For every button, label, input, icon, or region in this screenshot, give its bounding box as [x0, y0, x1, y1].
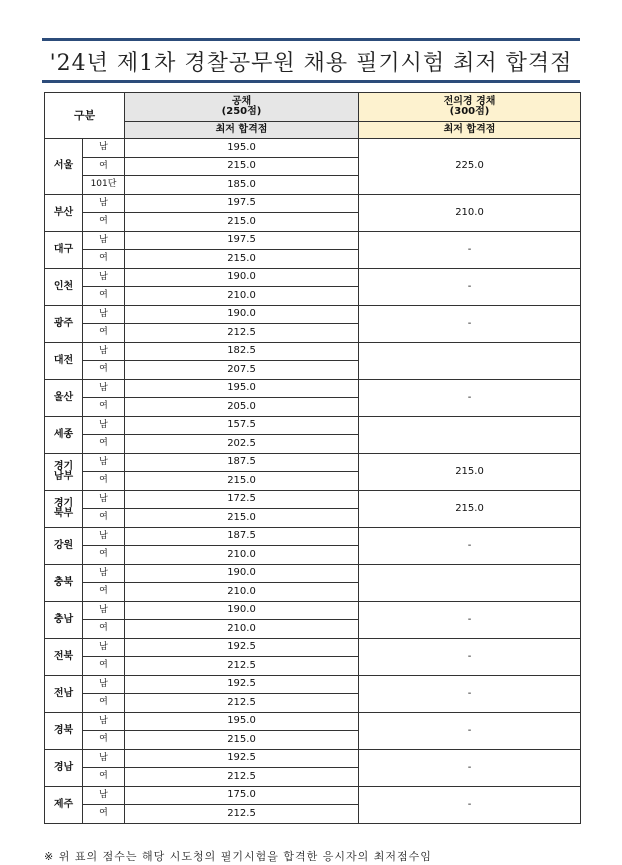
region-name: 서울 [45, 139, 83, 195]
region-name: 전북 [45, 638, 83, 675]
region-name: 제주 [45, 786, 83, 823]
conscript-recruit-score: - [359, 268, 581, 305]
open-recruit-score: 210.0 [125, 583, 359, 602]
open-recruit-score: 175.0 [125, 786, 359, 805]
region-name: 경남 [45, 749, 83, 786]
conscript-recruit-score: - [359, 675, 581, 712]
gender-cell: 남 [83, 638, 125, 657]
gender-cell: 여 [83, 213, 125, 232]
gender-cell: 남 [83, 305, 125, 324]
gender-cell: 여 [83, 657, 125, 676]
open-recruit-score: 172.5 [125, 490, 359, 509]
open-recruit-score: 182.5 [125, 342, 359, 361]
conscript-recruit-score [359, 342, 581, 379]
table-row [45, 194, 581, 213]
region-name: 충북 [45, 564, 83, 601]
open-recruit-score: 215.0 [125, 472, 359, 491]
region-name: 경북 [45, 712, 83, 749]
title-bottom-rule [42, 80, 580, 83]
conscript-recruit-score: 210.0 [359, 194, 581, 231]
gender-cell: 101단 [83, 176, 125, 195]
open-recruit-score: 215.0 [125, 157, 359, 176]
gender-cell: 여 [83, 694, 125, 713]
gender-cell: 여 [83, 805, 125, 824]
open-recruit-score: 215.0 [125, 250, 359, 269]
gender-cell: 여 [83, 731, 125, 750]
open-recruit-score: 192.5 [125, 638, 359, 657]
region-name: 광주 [45, 305, 83, 342]
region-name: 부산 [45, 194, 83, 231]
conscript-recruit-score: - [359, 749, 581, 786]
gender-cell: 남 [83, 712, 125, 731]
region-name: 대전 [45, 342, 83, 379]
open-recruit-score: 202.5 [125, 435, 359, 454]
table-row [45, 490, 581, 509]
open-recruit-score: 190.0 [125, 268, 359, 287]
region-name: 대구 [45, 231, 83, 268]
region-name: 강원 [45, 527, 83, 564]
table-row [45, 638, 581, 657]
conscript-recruit-score: - [359, 305, 581, 342]
table-row [45, 601, 581, 620]
table-row [45, 231, 581, 250]
conscript-recruit-score: 225.0 [359, 139, 581, 195]
open-recruit-score: 195.0 [125, 379, 359, 398]
gender-cell: 여 [83, 509, 125, 528]
gender-cell: 여 [83, 398, 125, 417]
conscript-recruit-points: (300점) [449, 106, 490, 117]
open-recruit-subheader: 최저 합격점 [125, 122, 359, 139]
conscript-recruit-score: - [359, 638, 581, 675]
table-row [45, 749, 581, 768]
gender-cell: 여 [83, 157, 125, 176]
open-recruit-score: 215.0 [125, 731, 359, 750]
gender-cell: 남 [83, 453, 125, 472]
gender-cell: 여 [83, 324, 125, 343]
gender-cell: 남 [83, 194, 125, 213]
gender-cell: 여 [83, 250, 125, 269]
open-recruit-score: 215.0 [125, 509, 359, 528]
gender-cell: 여 [83, 620, 125, 639]
table-row [45, 416, 581, 435]
gender-cell: 남 [83, 675, 125, 694]
conscript-recruit-score [359, 416, 581, 453]
conscript-recruit-score: - [359, 231, 581, 268]
table-row [45, 675, 581, 694]
conscript-recruit-score: 215.0 [359, 490, 581, 527]
table-row [45, 786, 581, 805]
open-recruit-score: 190.0 [125, 305, 359, 324]
conscript-recruit-score: - [359, 527, 581, 564]
conscript-recruit-score: - [359, 786, 581, 823]
open-recruit-score: 212.5 [125, 324, 359, 343]
gender-cell: 여 [83, 435, 125, 454]
open-recruit-score: 195.0 [125, 712, 359, 731]
conscript-recruit-header [359, 93, 581, 122]
gender-cell: 남 [83, 490, 125, 509]
gender-cell: 여 [83, 472, 125, 491]
open-recruit-score: 212.5 [125, 694, 359, 713]
gender-cell: 여 [83, 361, 125, 380]
open-recruit-score: 192.5 [125, 749, 359, 768]
open-recruit-score: 212.5 [125, 657, 359, 676]
open-recruit-score: 187.5 [125, 527, 359, 546]
title-top-rule [42, 38, 580, 41]
open-recruit-score: 185.0 [125, 176, 359, 195]
open-recruit-score: 212.5 [125, 768, 359, 787]
gender-cell: 남 [83, 601, 125, 620]
table-row [45, 712, 581, 731]
conscript-recruit-title: 전의경 경채 [443, 96, 496, 107]
open-recruit-score: 210.0 [125, 620, 359, 639]
open-recruit-score: 197.5 [125, 194, 359, 213]
gender-cell: 남 [83, 342, 125, 361]
open-recruit-score: 190.0 [125, 601, 359, 620]
table-row [45, 268, 581, 287]
table-row [45, 453, 581, 472]
table-row [45, 379, 581, 398]
table-row [45, 305, 581, 324]
open-recruit-score: 210.0 [125, 287, 359, 306]
gender-cell: 남 [83, 786, 125, 805]
gender-cell: 남 [83, 139, 125, 158]
region-name: 인천 [45, 268, 83, 305]
gender-cell: 남 [83, 231, 125, 250]
open-recruit-score: 210.0 [125, 546, 359, 565]
open-recruit-score: 187.5 [125, 453, 359, 472]
page-title: '24년 제1차 경찰공무원 채용 필기시험 최저 합격점 [49, 51, 573, 76]
footnote: ※ 위 표의 점수는 해당 시도청의 필기시험을 합격한 응시자의 최저점수임 [44, 850, 432, 863]
conscript-recruit-subheader: 최저 합격점 [359, 122, 581, 139]
open-recruit-title: 공채 [231, 96, 252, 107]
open-recruit-score: 192.5 [125, 675, 359, 694]
open-recruit-score: 195.0 [125, 139, 359, 158]
conscript-recruit-score: - [359, 712, 581, 749]
open-recruit-score: 212.5 [125, 805, 359, 824]
region-name: 세종 [45, 416, 83, 453]
table-row [45, 527, 581, 546]
group-header: 구분 [45, 93, 125, 139]
gender-cell: 남 [83, 268, 125, 287]
region-name: 충남 [45, 601, 83, 638]
region-name: 울산 [45, 379, 83, 416]
gender-cell: 여 [83, 583, 125, 602]
gender-cell: 여 [83, 768, 125, 787]
open-recruit-score: 205.0 [125, 398, 359, 417]
open-recruit-score: 197.5 [125, 231, 359, 250]
score-table [44, 92, 581, 824]
score-table-body [45, 139, 581, 824]
gender-cell: 여 [83, 287, 125, 306]
gender-cell: 남 [83, 379, 125, 398]
conscript-recruit-score: - [359, 601, 581, 638]
gender-cell: 남 [83, 564, 125, 583]
table-row [45, 564, 581, 583]
open-recruit-score: 190.0 [125, 564, 359, 583]
open-recruit-score: 215.0 [125, 213, 359, 232]
open-recruit-score: 207.5 [125, 361, 359, 380]
gender-cell: 남 [83, 527, 125, 546]
gender-cell: 남 [83, 416, 125, 435]
conscript-recruit-score: - [359, 379, 581, 416]
open-recruit-header [125, 93, 359, 122]
conscript-recruit-score: 215.0 [359, 453, 581, 490]
gender-cell: 남 [83, 749, 125, 768]
region-name: 경기 북부 [45, 490, 83, 527]
table-row [45, 342, 581, 361]
region-name: 경기 남부 [45, 453, 83, 490]
gender-cell: 여 [83, 546, 125, 565]
region-name: 전남 [45, 675, 83, 712]
table-row [45, 139, 581, 158]
open-recruit-points: (250점) [221, 106, 262, 117]
conscript-recruit-score [359, 564, 581, 601]
open-recruit-score: 157.5 [125, 416, 359, 435]
